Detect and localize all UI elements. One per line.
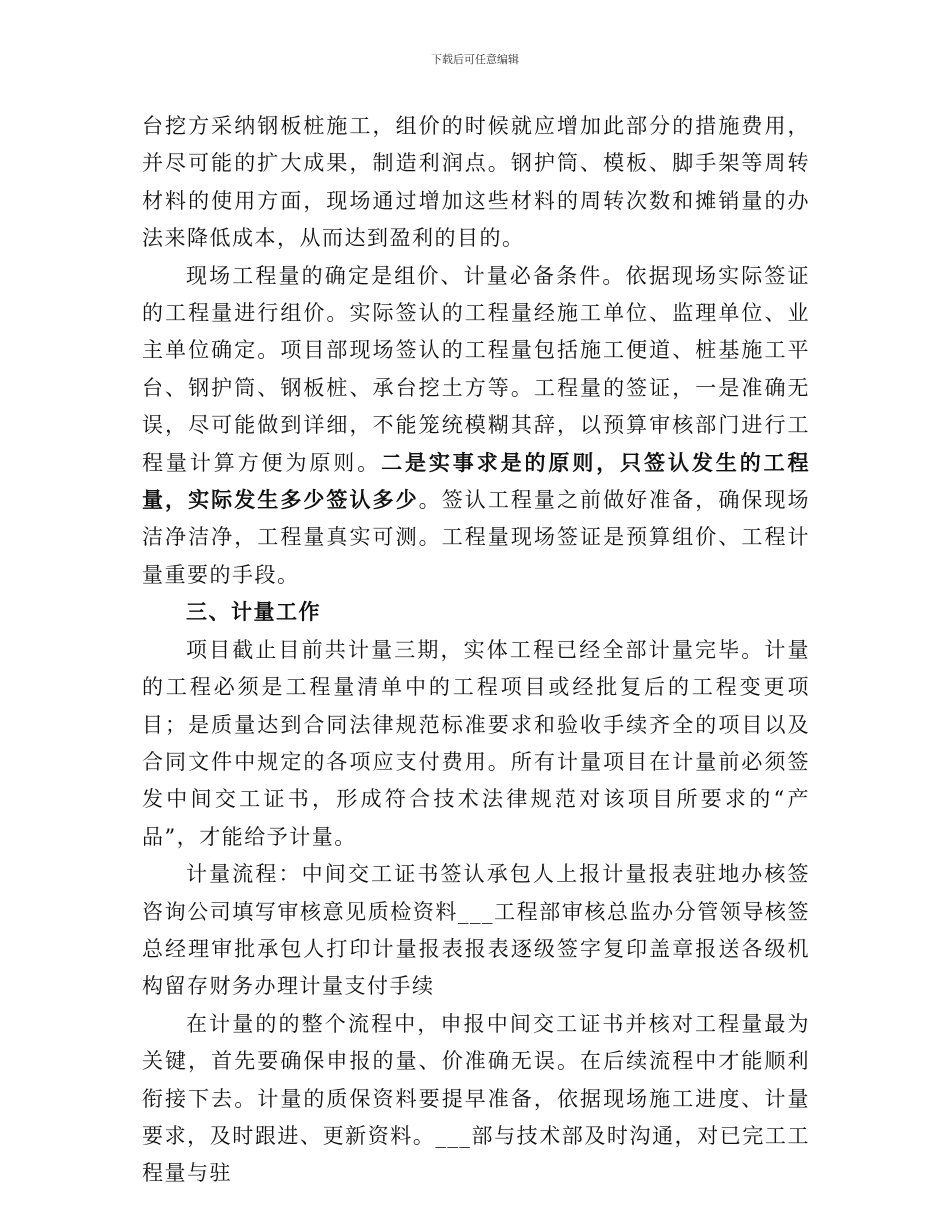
paragraph-2-text-start: 现场工程量的确定是组价、计量必备条件。依据现场实际签证的工程量进行组价。实际签认的工程量经施工单位、监理单位、业主单位确定。项目部现场签认的工程量包括施工便道、桩基施工平台、钢护筒、钢板桩、承台挖土方等。工程量的签证，一是准确无误，尽可能做到详细，不能笼统模糊其辞，以预算审核部门进行工程量计算方便为原则。	[142, 263, 810, 475]
page-header: 下载后可任意编辑	[431, 53, 519, 66]
paragraph-3: 项目截止目前共计量三期，实体工程已经全部计量完毕。计量的工程必须是工程量清单中的工程项目或经批复后的工程变更项目；是质量达到合同法律规范标准要求和验收手续齐全的项目以及合同文件中规定的各项应支付费用。所有计量项目在计量前必须签发中间交工证书，形成符合技术法律规范对该项目所要求的“产品”，才能给予计量。	[142, 637, 810, 849]
paragraph-1: 台挖方采纳钢板桩施工，组价的时候就应增加此部分的措施费用，并尽可能的扩大成果，制造利润点。钢护筒、模板、脚手架等周转材料的使用方面，现场通过增加这些材料的周转次数和摊销量的办法来降低成本，从而达到盈利的目的。	[142, 114, 810, 251]
document-body	[142, 108, 810, 1193]
paragraph-2	[142, 258, 810, 595]
paragraph-5: 在计量的的整个流程中，申报中间交工证书并核对工程量最为关键，首先要确保申报的量、价准确无误。在后续流程中才能顺利衔接下去。计量的质保资料要提早准备，依据现场施工进度、计量要求，及时跟进、更新资料。___部与技术部及时沟通，对已完工工程量与驻	[142, 1011, 810, 1186]
section-heading-3: 三、计量工作	[186, 600, 321, 625]
paragraph-4: 计量流程：中间交工证书签认承包人上报计量报表驻地办核签咨询公司填写审核意见质检资料___工程部审核总监办分管领导核签总经理审批承包人打印计量报表报表逐级签字复印盖章报送各级机构留存财务办理计量支付手续	[142, 862, 810, 999]
paragraph-2-text-end: 。签认工程量之前做好准备，确保现场洁净洁净，工程量真实可测。工程量现场签证是预算组价、工程计量重要的手段。	[142, 488, 811, 587]
paragraph-2-bold-text: 二是实事求是的原则，只签认发生的工程量，实际发生多少签认多少	[142, 450, 811, 513]
